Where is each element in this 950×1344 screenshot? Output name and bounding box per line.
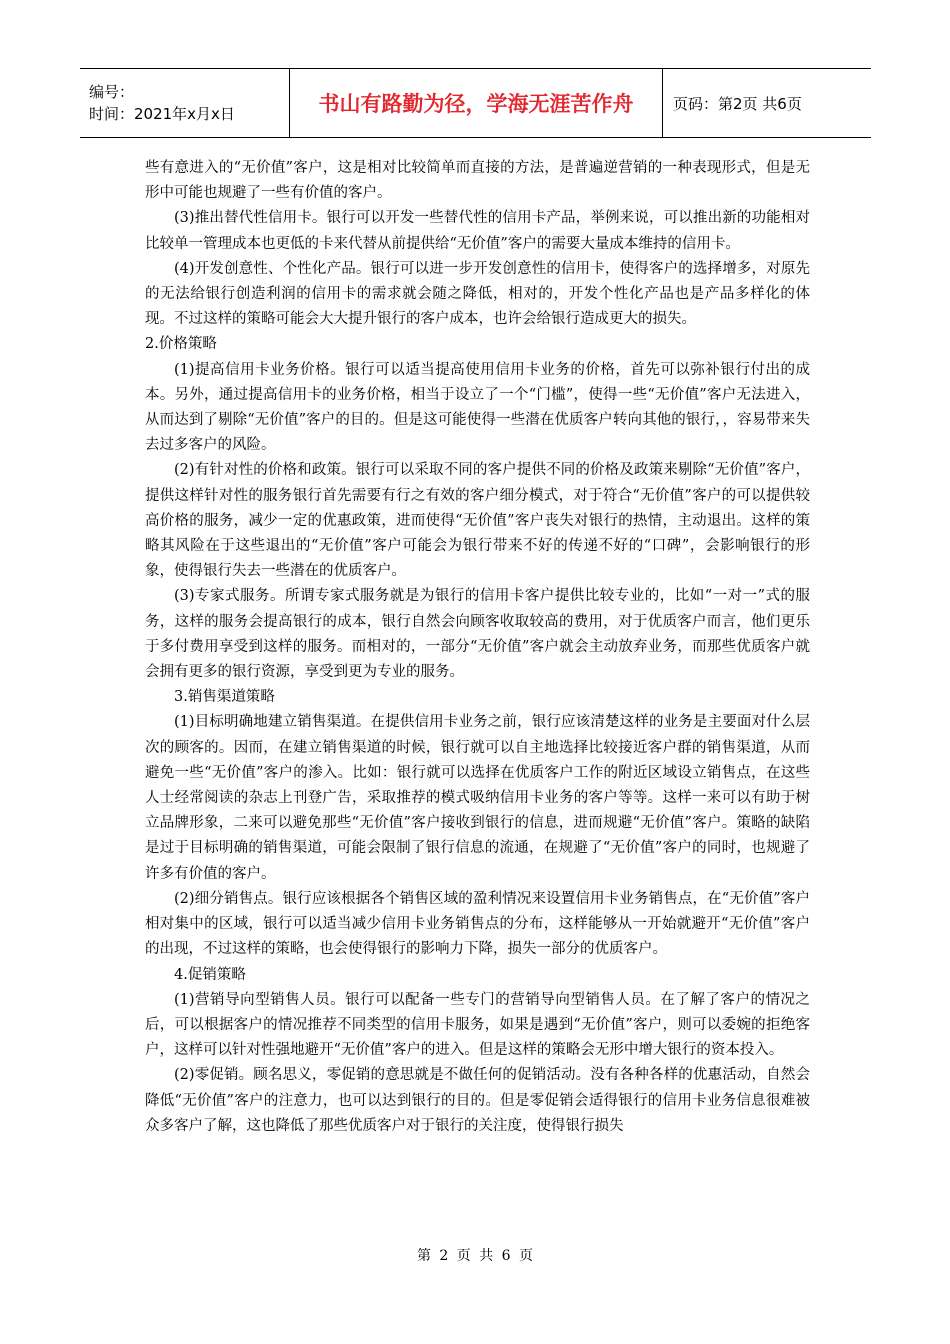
document-number-label: 编号： (89, 83, 135, 101)
body-paragraph: (1)目标明确地建立销售渠道。在提供信用卡业务之前，银行应该清楚这样的业务是主要面对什么层次的顾客的。因而，在建立销售渠道的时候，银行就可以自主地选择比较接近客户群的销售渠道，从而避免一些“无价值”客户的渗入。比如：银行就可以选择在优质客户工作的附近区域设立销售点，在这些人士经常阅读的杂志上刊登广告，采取推荐的模式吸纳信用卡业务的客户等等。这样一来可以有助于树立品牌形象，二来可以避免那些“无价值”客户接收到银行的信息，进而规避“无价值”客户。策略的缺陷是过于目标明确的销售渠道，可能会限制了银行信息的流通，在规避了“无价值”客户的同时，也规避了许多有价值的客户。 (145, 714, 810, 882)
document-body (145, 156, 810, 1139)
document-date-label: 时间：2021年x月x日 (89, 105, 235, 123)
section-heading: 4.促销策略 (174, 966, 246, 983)
header-meta (80, 69, 290, 137)
body-paragraph: (3)专家式服务。所谓专家式服务就是为银行的信用卡客户提供比较专业的，比如“一对一”式的服务，这样的服务会提高银行的成本，银行自然会向顾客收取较高的费用，对于优质客户而言，他们更乐于多付费用享受到这样的服务。而相对的，一部分“无价值”客户就会主动放弃业务，而那些优质客户就会拥有更多的银行资源，享受到更为专业的服务。 (145, 588, 810, 681)
section-heading: 2.价格策略 (145, 336, 217, 353)
body-paragraph: (2)零促销。顾名思义，零促销的意思就是不做任何的促销活动。没有各种各样的优惠活动，自然会降低“无价值”客户的注意力，也可以达到银行的目的。但是零促销会适得银行的信用卡业务信息很难被众多客户了解，这也降低了那些优质客户对于银行的关注度，使得银行损失 (145, 1067, 810, 1134)
page-footer: 第 2 页 共 6 页 (416, 1248, 534, 1264)
header-motto: 书山有路勤为径，学海无涯苦作舟 (318, 92, 634, 116)
body-paragraph: 些有意进入的“无价值”客户，这是相对比较简单而直接的方法，是普遍逆营销的一种表现形式，但是无形中可能也规避了一些有价值的客户。 (145, 160, 810, 202)
body-paragraph: (4)开发创意性、个性化产品。银行可以进一步开发创意性的信用卡，使得客户的选择增多，对原先的无法给银行创造利润的信用卡的需求就会随之降低，相对的，开发个性化产品也是产品多样化的体现。不过这样的策略可能会大大提升银行的客户成本，也许会给银行造成更大的损失。 (145, 260, 810, 328)
body-paragraph: (1)提高信用卡业务价格。银行可以适当提高使用信用卡业务的价格，首先可以弥补银行付出的成本。另外，通过提高信用卡的业务价格，相当于设立了一个“门槛”，使得一些“无价值”客户无法进入，从而达到了剔除“无价值”客户的目的。但是这可能使得一些潜在优质客户转向其他的银行，，容易带来失去过多客户的风险。 (145, 361, 810, 454)
body-paragraph: (3)推出替代性信用卡。银行可以开发一些替代性的信用卡产品，举例来说，可以推出新的功能相对比较单一管理成本也更低的卡来代替从前提供给“无价值”客户的需要大量成本维持的信用卡。 (145, 210, 810, 252)
header-page-cell (663, 69, 871, 137)
body-paragraph: (1)营销导向型销售人员。银行可以配备一些专门的营销导向型销售人员。在了解了客户的情况之后，可以根据客户的情况推荐不同类型的信用卡服务，如果是遇到“无价值”客户，则可以委婉的拒绝客户，这样可以针对性强地避开“无价值”客户的进入。但是这样的策略会无形中增大银行的资本投入。 (145, 991, 810, 1059)
section-heading: 3.销售渠道策略 (174, 689, 275, 706)
page-header (80, 68, 871, 138)
body-paragraph: (2)有针对性的价格和政策。银行可以采取不同的客户提供不同的价格及政策来剔除“无价值”客户，提供这样针对性的服务银行首先需要有行之有效的客户细分模式，对于符合“无价值”客户的可以提供较高价格的服务，减少一定的优惠政策，进而使得“无价值”客户丧失对银行的热情，主动退出。这样的策略其风险在于这些退出的“无价值”客户可能会为银行带来不好的传递不好的“口碑”，会影响银行的形象，使得银行失去一些潜在的优质客户。 (145, 462, 810, 580)
body-paragraph: (2)细分销售点。银行应该根据各个销售区域的盈利情况来设置信用卡业务销售点，在“无价值”客户相对集中的区域，银行可以适当减少信用卡业务销售点的分布，这样能够从一开始就避开“无价值”客户的出现，不过这样的策略，也会使得银行的影响力下降，损失一部分的优质客户。 (145, 890, 810, 958)
header-page-label: 页码：第2页 共6页 (673, 94, 802, 113)
header-motto-cell (290, 69, 663, 137)
